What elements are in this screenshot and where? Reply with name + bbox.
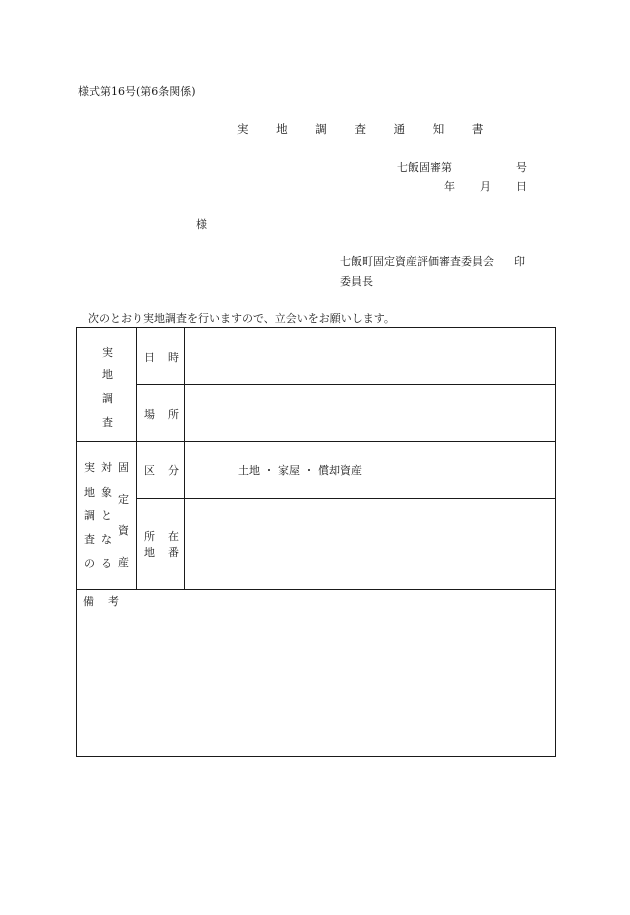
- section2-label-char: 資: [118, 524, 129, 537]
- section-divider: [77, 441, 555, 442]
- section2-label-char: 査: [84, 533, 95, 546]
- lot-number-label: 番: [168, 546, 179, 559]
- issuer-seal-mark: 印: [514, 255, 525, 268]
- section2-label-char: 調: [84, 509, 95, 522]
- row-divider: [137, 498, 555, 499]
- section2-label-char: 地: [84, 486, 95, 499]
- date-year-label: 年: [444, 180, 455, 193]
- category-options[interactable]: 土地 ・ 家屋 ・ 償却資産: [238, 464, 362, 477]
- datetime-label: 日: [144, 351, 155, 364]
- issuer-title: 委員長: [340, 275, 373, 288]
- reference-number-suffix: 号: [516, 161, 527, 174]
- section2-label-char: 定: [118, 493, 129, 506]
- section2-label-char: と: [101, 509, 112, 522]
- category-label: 区: [144, 464, 155, 477]
- section2-label-char: る: [101, 557, 112, 570]
- section2-label-char: の: [84, 557, 95, 570]
- column-divider: [136, 328, 137, 589]
- section2-label-char: な: [101, 533, 112, 546]
- inspection-form-table: [76, 327, 556, 757]
- section2-label-char: 対: [101, 461, 112, 474]
- place-label: 所: [168, 408, 179, 421]
- row-divider: [137, 384, 555, 385]
- section2-label-char: 産: [118, 556, 129, 569]
- section2-label-char: 象: [101, 486, 112, 499]
- location-label: 所: [144, 530, 155, 543]
- section1-label-char: 査: [102, 416, 113, 429]
- category-label: 分: [168, 464, 179, 477]
- lot-number-label: 地: [144, 546, 155, 559]
- date-day-label: 日: [516, 180, 527, 193]
- issuer-organization: 七飯町固定資産評価審査委員会: [340, 255, 494, 268]
- document-title: 実 地 調 査 通 知 書: [237, 122, 496, 136]
- remarks-label: 備: [83, 595, 94, 608]
- section1-label-char: 調: [102, 392, 113, 405]
- location-label: 在: [168, 530, 179, 543]
- column-divider: [184, 328, 185, 589]
- reference-number-prefix: 七飯固審第: [397, 161, 452, 174]
- addressee-honorific: 様: [196, 218, 207, 231]
- section2-label-char: 固: [118, 461, 129, 474]
- intro-text: 次のとおり実地調査を行いますので、立会いをお願いします。: [88, 312, 395, 325]
- section1-label-char: 地: [102, 368, 113, 381]
- place-label: 場: [144, 408, 155, 421]
- section-divider: [77, 589, 555, 590]
- date-month-label: 月: [480, 180, 491, 193]
- section1-label-char: 実: [102, 346, 113, 359]
- form-number: 様式第16号(第6条関係): [78, 85, 196, 98]
- section2-label-char: 実: [84, 461, 95, 474]
- datetime-label: 時: [168, 351, 179, 364]
- remarks-label: 考: [108, 595, 119, 608]
